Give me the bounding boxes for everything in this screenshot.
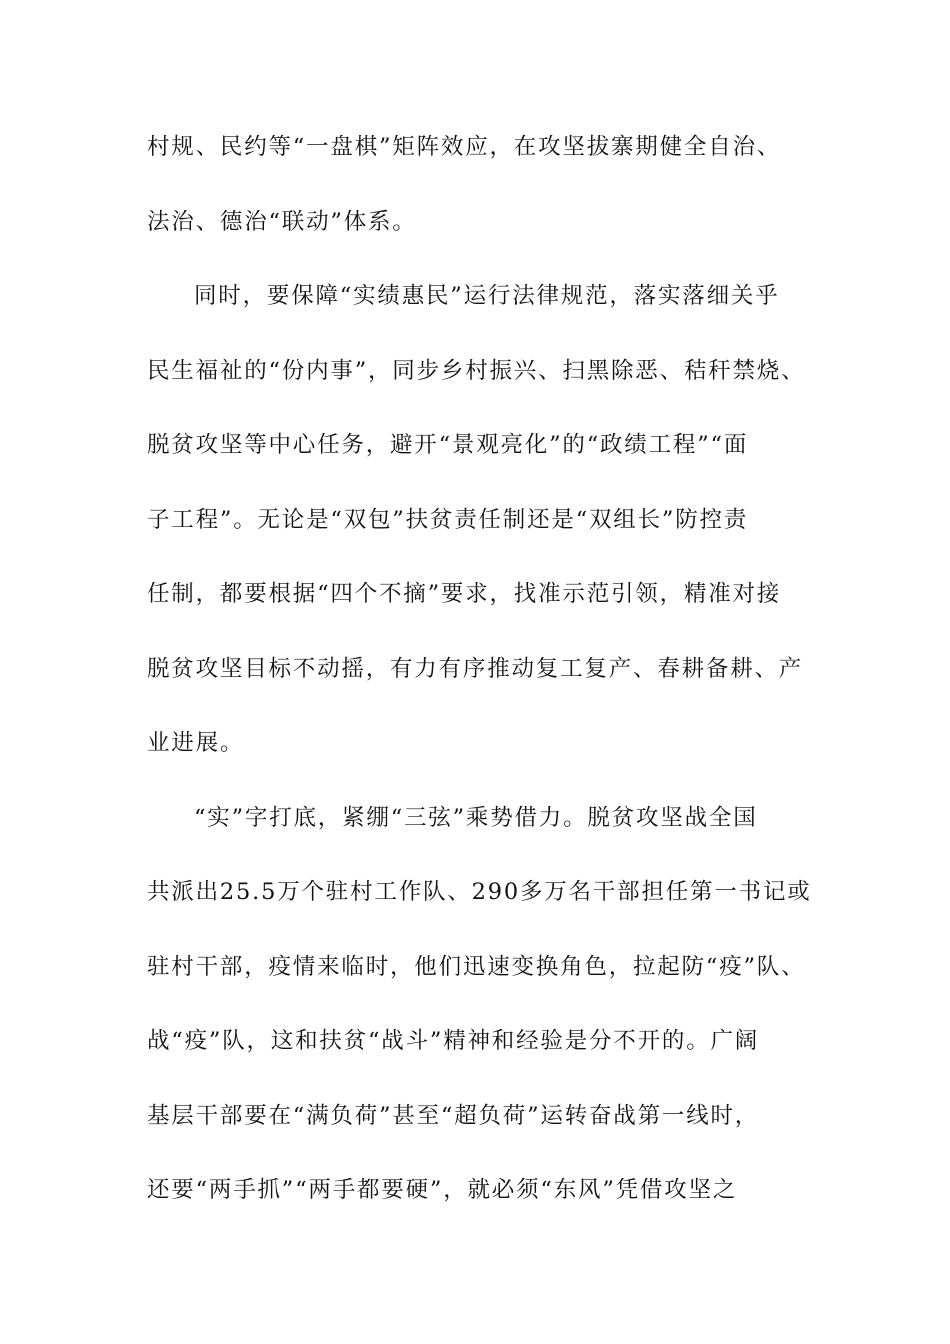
text-line: 业进展。 <box>147 730 245 756</box>
text-line: 脱贫攻坚等中心任务，避开“景观亮化”的“政绩工程”“面 <box>147 432 749 458</box>
paragraph-start-line: “实”字打底，紧绷“三弦”乘势借力。脱贫攻坚战全国 <box>194 804 758 831</box>
text-line: 村规、民约等“一盘棋”矩阵效应，在攻坚拔寨期健全自治、 <box>147 134 782 160</box>
text-line: 还要“两手抓”“两手都要硬”，就必须“东风”凭借攻坚之 <box>147 1177 738 1203</box>
text-line: 基层干部要在“满负荷”甚至“超负荷”运转奋战第一线时， <box>147 1102 760 1129</box>
body-text <box>147 124 812 1242</box>
text-line: 战“疫”队，这和扶贫“战斗”精神和经验是分不开的。广阔 <box>147 1028 760 1054</box>
text-line: 子工程”。无论是“双包”扶贫责任制还是“双组长”防控责 <box>147 506 749 533</box>
text-line: 驻村干部，疫情来临时，他们迅速变换角色，拉起防“疫”队、 <box>147 953 806 980</box>
text-line: 共派出25.5万个驻村工作队、290多万名干部担任第一书记或 <box>147 879 812 905</box>
text-line: 脱贫攻坚目标不动摇，有力有序推动复工复产、春耕备耕、产 <box>147 655 804 682</box>
text-line: 民生福祉的“份内事”，同步乡村振兴、扫黑除恶、秸秆禁烧、 <box>147 357 806 384</box>
text-line: 任制，都要根据“四个不摘”要求，找准示范引领，精准对接 <box>147 581 782 607</box>
text-line: 法治、德治“联动”体系。 <box>147 208 417 235</box>
paragraph-start-line: 同时，要保障“实绩惠民”运行法律规范，落实落细关乎 <box>194 283 780 309</box>
